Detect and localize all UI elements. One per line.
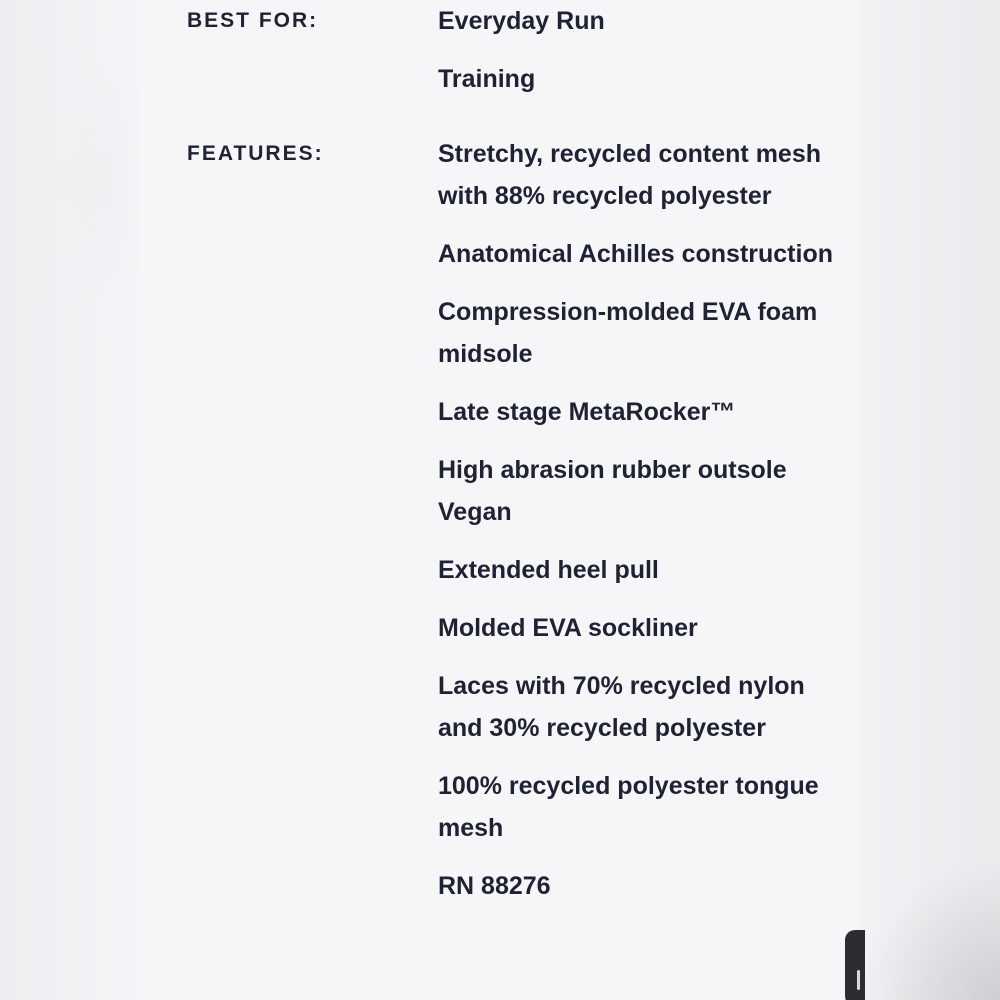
best-for-item: Training [438, 65, 536, 93]
scroll-handle[interactable] [845, 930, 865, 1000]
features-values [438, 133, 838, 907]
features-label: FEATURES: [187, 142, 324, 165]
best-for-label: BEST FOR: [187, 9, 319, 32]
best-for-item: Everyday Run [438, 7, 605, 35]
feature-item: Stretchy, recycled content mesh with 88% recycled polyester [438, 140, 822, 210]
feature-item: Anatomical Achilles construction [438, 240, 833, 268]
feature-item: RN 88276 [438, 872, 551, 900]
best-for-values [438, 0, 838, 100]
feature-item: Extended heel pull [438, 556, 659, 584]
feature-item: High abrasion rubber outsole Vegan [438, 456, 787, 526]
left-backdrop [0, 0, 140, 1000]
feature-item: Late stage MetaRocker™ [438, 398, 736, 426]
product-specs-panel [140, 0, 860, 1000]
feature-item: Laces with 70% recycled nylon and 30% recycled polyester [438, 672, 805, 742]
feature-item: Molded EVA sockliner [438, 614, 698, 642]
feature-item: Compression-molded EVA foam midsole [438, 298, 818, 368]
right-backdrop [860, 0, 1000, 1000]
feature-item: 100% recycled polyester tongue mesh [438, 772, 819, 842]
